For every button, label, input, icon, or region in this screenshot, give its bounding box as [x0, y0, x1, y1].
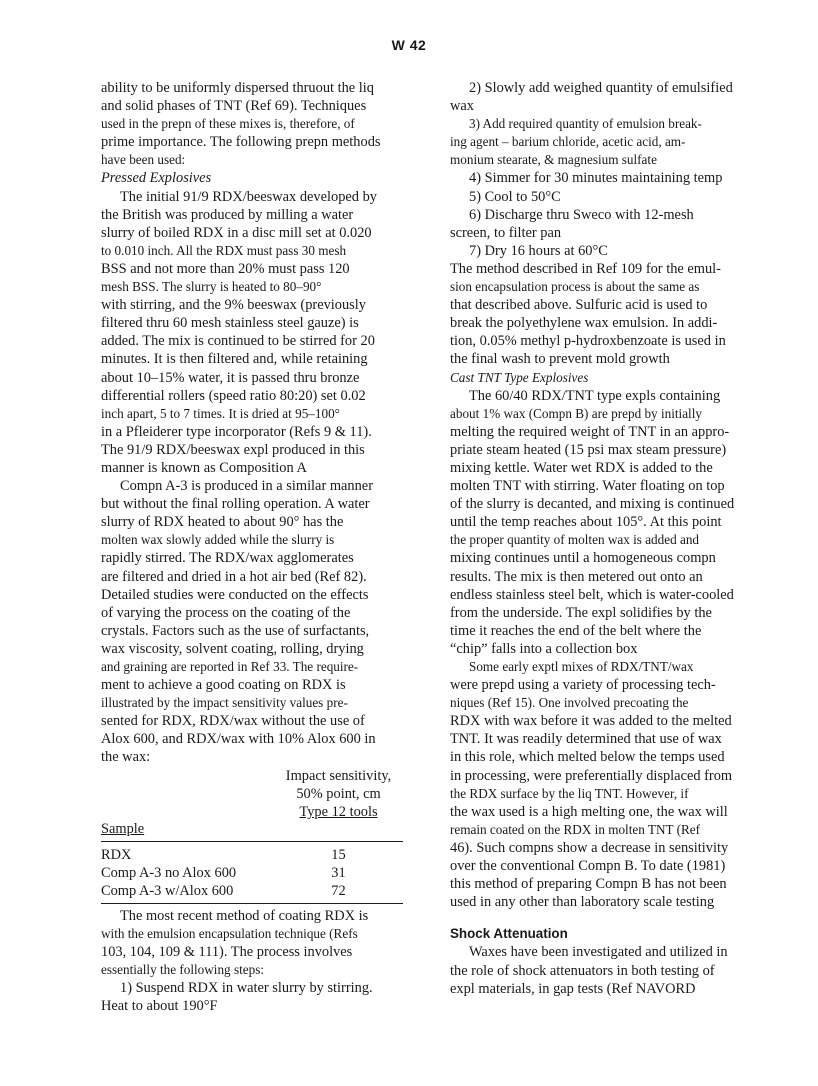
paragraph-early-mixes [450, 658, 750, 911]
text-line: in processing, were preferentially displaced from [450, 767, 733, 784]
text-line: were prepd using a variety of processing tech- [450, 677, 716, 694]
text-line: tion, 0.05% methyl p-hydroxbenzoate is used in [450, 333, 726, 350]
text-line: sented for RDX, RDX/wax without the use of [101, 713, 365, 730]
text-line: The 60/40 RDX/TNT type expls containing [469, 387, 721, 404]
text-line: RDX with wax before it was added to the melted [450, 713, 732, 730]
sample-cell: Comp A-3 no Alox 600 [101, 864, 237, 881]
text-line: the wax: [101, 749, 151, 766]
process-steps [450, 79, 750, 260]
text-line: 46). Such compns show a decrease in sensitivity [450, 839, 729, 856]
table-rule [101, 903, 403, 904]
text-line: ability to be uniformly dispersed thruout the liq [101, 80, 374, 96]
text-line: molten TNT with stirring. Water floating on top [450, 478, 725, 495]
text-line: the British was produced by milling a water [101, 206, 354, 223]
text-line: filtered thru 60 mesh stainless steel gauze) is [101, 315, 359, 332]
text-line: this method of preparing Compn B has not been [450, 876, 727, 893]
text-line: the RDX surface by the liq TNT. However, if [450, 785, 689, 801]
text-line: minutes. It is then filtered and, while retaining [101, 351, 368, 368]
text-line: results. The mix is then metered out onto an [450, 568, 703, 585]
subheading-cast-tnt: Cast TNT Type Explosives [450, 369, 589, 385]
text-line: 1) Suspend RDX in water slurry by stirring. [120, 980, 373, 997]
text-line: differential rollers (speed ratio 80:20) set 0.02 [101, 387, 366, 404]
text-line: The method described in Ref 109 for the emul- [450, 260, 721, 277]
impact-sensitivity-column-header [276, 767, 401, 821]
section-spacer [450, 911, 750, 925]
right-column [450, 79, 750, 998]
text-line: crystals. Factors such as the use of surfactants, [101, 622, 370, 639]
sample-column-header: Sample [101, 821, 145, 838]
step-line: 5) Cool to 50°C [469, 188, 561, 205]
text-line: slurry of boiled RDX in a disc mill set at 0.020 [101, 224, 372, 241]
text-line: 103, 104, 109 & 111). The process involves [101, 944, 353, 961]
text-line: break the polyethylene wax emulsion. In addi- [450, 315, 718, 332]
text-line: in a Pfleiderer type incorporator (Refs 9 & 11). [101, 423, 372, 440]
table-rule [101, 841, 403, 842]
text-line: BSS and not more than 20% must pass 120 [101, 260, 350, 277]
text-line: remain coated on the RDX in molten TNT (Ref [450, 821, 701, 837]
text-line: “chip” falls into a collection box [450, 640, 638, 657]
step-line: screen, to filter pan [450, 224, 562, 241]
text-line: used in the prepn of these mixes is, therefore, of [101, 116, 355, 132]
paragraph-intro [101, 79, 403, 169]
value-cell: 31 [331, 864, 346, 881]
text-line: Heat to about 190°F [101, 998, 218, 1015]
paragraph-ref109 [450, 260, 750, 369]
text-line: Waxes have been investigated and utilized in [469, 944, 728, 961]
text-line: and graining are reported in Ref 33. The require- [101, 659, 359, 674]
text-line: wax viscosity, solvent coating, rolling, drying [101, 640, 364, 657]
text-line: illustrated by the impact sensitivity values pre- [101, 695, 348, 711]
text-line: are filtered and dried in a hot air bed (Ref 82). [101, 568, 367, 585]
text-line: until the temp reaches about 105°. At this point [450, 514, 722, 531]
text-line: about 1% wax (Compn B) are prepd by initially [450, 405, 702, 421]
text-line: of the slurry is decanted, and mixing is continued [450, 496, 735, 513]
header-line: 50% point, cm [296, 785, 381, 802]
text-line: The 91/9 RDX/beeswax expl produced in this [101, 441, 365, 458]
sample-cell: RDX [101, 846, 132, 863]
table-row [101, 864, 403, 882]
text-line: the role of shock attenuators in both testing of [450, 962, 715, 979]
text-line: from the underside. The expl solidifies by the [450, 604, 712, 621]
text-line: with the emulsion encapsulation technique (Refs [101, 925, 358, 941]
text-line: mesh BSS. The slurry is heated to 80–90° [101, 279, 322, 295]
subheading-pressed-explosives: Pressed Explosives [101, 170, 212, 187]
text-line: endless stainless steel belt, which is water-cooled [450, 586, 734, 603]
text-line: the final wash to prevent mold growth [450, 351, 670, 368]
text-line: Alox 600, and RDX/wax with 10% Alox 600 in [101, 731, 376, 748]
paragraph-cast-tnt [450, 387, 750, 658]
text-line: The initial 91/9 RDX/beeswax developed by [120, 188, 377, 205]
text-line: Detailed studies were conducted on the effects [101, 586, 369, 603]
text-line: slurry of RDX heated to about 90° has the [101, 514, 344, 531]
table-header [101, 767, 403, 839]
text-line: added. The mix is continued to be stirred for 20 [101, 333, 375, 350]
page-number-header: W 42 [391, 37, 427, 53]
text-line: prime importance. The following prepn methods [101, 134, 381, 151]
impact-sensitivity-table [101, 767, 403, 904]
sample-cell: Comp A-3 w/Alox 600 [101, 882, 234, 899]
text-line: but without the final rolling operation. A water [101, 496, 370, 513]
text-line: about 10–15% water, it is passed thru bronze [101, 369, 360, 386]
text-line: Some early exptl mixes of RDX/TNT/wax [469, 659, 694, 674]
step-line: monium stearate, & magnesium sulfate [450, 152, 657, 168]
paragraph-emulsion-encapsulation [101, 907, 403, 1016]
header-line: Type 12 tools [299, 803, 378, 820]
text-line: mixing continues until a homogeneous compn [450, 550, 716, 567]
value-cell: 72 [331, 882, 346, 899]
text-line: and solid phases of TNT (Ref 69). Techniques [101, 98, 367, 115]
text-line: inch apart, 5 to 7 times. It is dried at 95–100° [101, 405, 340, 421]
step-line: ing agent – barium chloride, acetic acid, am- [450, 134, 686, 150]
table-row [101, 846, 403, 864]
text-line: manner is known as Composition A [101, 459, 307, 476]
text-line: used in any other than laboratory scale testing [450, 894, 715, 911]
text-line: in this role, which melted below the temps used [450, 749, 725, 766]
paragraph-composition-a [101, 188, 403, 478]
text-line: the proper quantity of molten wax is added and [450, 532, 700, 548]
text-line: molten wax slowly added while the slurry is [101, 532, 335, 548]
table-row [101, 882, 403, 900]
text-line: of varying the process on the coating of the [101, 604, 351, 621]
text-line: The most recent method of coating RDX is [120, 907, 369, 924]
text-line: priate steam heated (15 psi max steam pressure) [450, 441, 727, 458]
heading-shock-attenuation: Shock Attenuation [450, 926, 568, 942]
text-line: with stirring, and the 9% beeswax (previously [101, 297, 366, 314]
text-line: the wax used is a high melting one, the wax will [450, 803, 728, 820]
text-line: essentially the following steps: [101, 962, 264, 978]
step-line: 6) Discharge thru Sweco with 12-mesh [469, 206, 694, 223]
paragraph-compn-a3 [101, 477, 403, 767]
step-line: 7) Dry 16 hours at 60°C [469, 242, 608, 259]
step-line: 2) Slowly add weighed quantity of emulsified [469, 80, 733, 96]
paragraph-shock-attenuation [450, 943, 750, 997]
text-line: melting the required weight of TNT in an appro- [450, 423, 730, 440]
left-column [101, 79, 403, 1015]
step-line: 4) Simmer for 30 minutes maintaining temp [469, 170, 723, 187]
text-line: mixing kettle. Water wet RDX is added to the [450, 459, 713, 476]
text-line: Compn A-3 is produced in a similar manner [120, 478, 373, 495]
text-line: over the conventional Compn B. To date (1981) [450, 858, 726, 875]
text-line: time it reaches the end of the belt where the [450, 622, 702, 639]
step-line: wax [450, 98, 474, 115]
text-line: ment to achieve a good coating on RDX is [101, 677, 346, 694]
text-line: TNT. It was readily determined that use of wax [450, 731, 722, 748]
text-line: niques (Ref 15). One involved precoating the [450, 695, 689, 711]
text-line: sion encapsulation process is about the same as [450, 279, 700, 295]
text-line: to 0.010 inch. All the RDX must pass 30 mesh [101, 242, 347, 258]
text-line: expl materials, in gap tests (Ref NAVORD [450, 980, 696, 997]
header-line: Impact sensitivity, [285, 767, 392, 784]
value-cell: 15 [331, 846, 346, 863]
step-line: 3) Add required quantity of emulsion break- [469, 116, 702, 132]
text-line: rapidly stirred. The RDX/wax agglomerates [101, 550, 354, 567]
text-line: that described above. Sulfuric acid is used to [450, 297, 708, 314]
text-line: have been used: [101, 152, 186, 168]
